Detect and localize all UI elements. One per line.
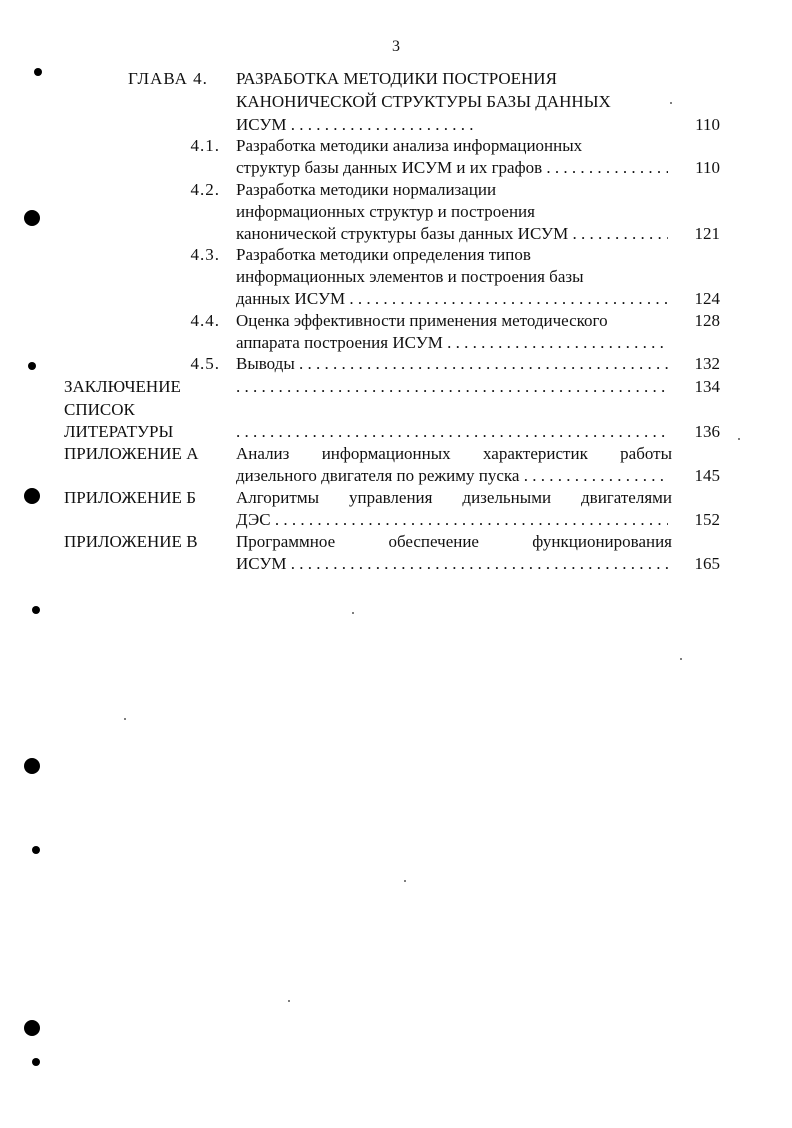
appendix-a-title-line: Анализ информационных характеристик работы: [236, 444, 672, 463]
section-page: 128: [694, 311, 720, 330]
section-title-line: Разработка методики анализа информационных: [236, 136, 583, 155]
binder-hole: [24, 1020, 40, 1036]
references-label: СПИСОК: [64, 400, 135, 419]
section-title-line: данных ИСУМ . . .: [236, 288, 668, 310]
binder-hole-mark: [32, 1058, 40, 1066]
section-title-line: канонической структуры базы данных ИСУМ . . .: [236, 223, 668, 245]
appendix-b-page: 152: [694, 510, 720, 529]
references-label: ЛИТЕРАТУРЫ: [64, 422, 174, 441]
conclusion-label: ЗАКЛЮЧЕНИЕ: [64, 377, 181, 396]
section-number: 4.4.: [190, 311, 220, 330]
references-page: 136: [694, 422, 720, 441]
section-title-line: Оценка эффективности применения методического: [236, 311, 608, 330]
chapter-title-line: ИСУМ . . .: [236, 114, 476, 136]
scan-speck: [352, 612, 354, 614]
section-title-line: информационных элементов и построения базы: [236, 267, 584, 286]
section-number: 4.3.: [190, 245, 220, 264]
appendix-v-title-line: ИСУМ . . .: [236, 553, 668, 575]
scan-speck: [124, 718, 126, 720]
conclusion-leader: [236, 376, 668, 398]
appendix-a-title-line: дизельного двигателя по режиму пуска . . .: [236, 465, 668, 487]
section-page: 124: [694, 289, 720, 308]
chapter-title-line: КАНОНИЧЕСКОЙ СТРУКТУРЫ БАЗЫ ДАННЫХ: [236, 92, 611, 111]
section-title-line: аппарата построения ИСУМ . . .: [236, 332, 668, 354]
scan-speck: [680, 658, 682, 660]
page-number: 3: [392, 38, 400, 55]
binder-hole-mark: [32, 846, 40, 854]
conclusion-page: 134: [694, 377, 720, 396]
chapter-label: ГЛАВА 4.: [128, 69, 208, 88]
scan-speck: [404, 880, 406, 882]
references-leader: [236, 421, 668, 443]
appendix-v-label: ПРИЛОЖЕНИЕ В: [64, 532, 198, 551]
appendix-a-page: 145: [694, 466, 720, 485]
section-page: 132: [694, 354, 720, 373]
section-title-line: Разработка методики нормализации: [236, 180, 497, 199]
section-title-line: Выводы . . .: [236, 353, 668, 375]
chapter-title-line: РАЗРАБОТКА МЕТОДИКИ ПОСТРОЕНИЯ: [236, 69, 557, 88]
section-number: 4.2.: [190, 180, 220, 199]
appendix-v-title-line: Программное обеспечение функционирования: [236, 532, 672, 551]
binder-hole: [24, 758, 40, 774]
section-number: 4.5.: [190, 354, 220, 373]
section-number: 4.1.: [190, 136, 220, 155]
binder-hole-mark: [32, 606, 40, 614]
scan-speck: [288, 1000, 290, 1002]
appendix-v-page: 165: [694, 554, 720, 573]
section-page: 121: [694, 224, 720, 243]
section-page: 110: [695, 158, 720, 177]
appendix-b-title-line: Алгоритмы управления дизельными двигателями: [236, 488, 672, 507]
section-title-line: структур базы данных ИСУМ и их графов . . .: [236, 157, 668, 179]
section-title-line: информационных структур и построения: [236, 202, 535, 221]
appendix-b-label: ПРИЛОЖЕНИЕ Б: [64, 488, 196, 507]
appendix-a-label: ПРИЛОЖЕНИЕ А: [64, 444, 199, 463]
appendix-b-title-line: ДЭС . . .: [236, 509, 668, 531]
chapter-page: 110: [695, 115, 720, 134]
section-title-line: Разработка методики определения типов: [236, 245, 531, 264]
